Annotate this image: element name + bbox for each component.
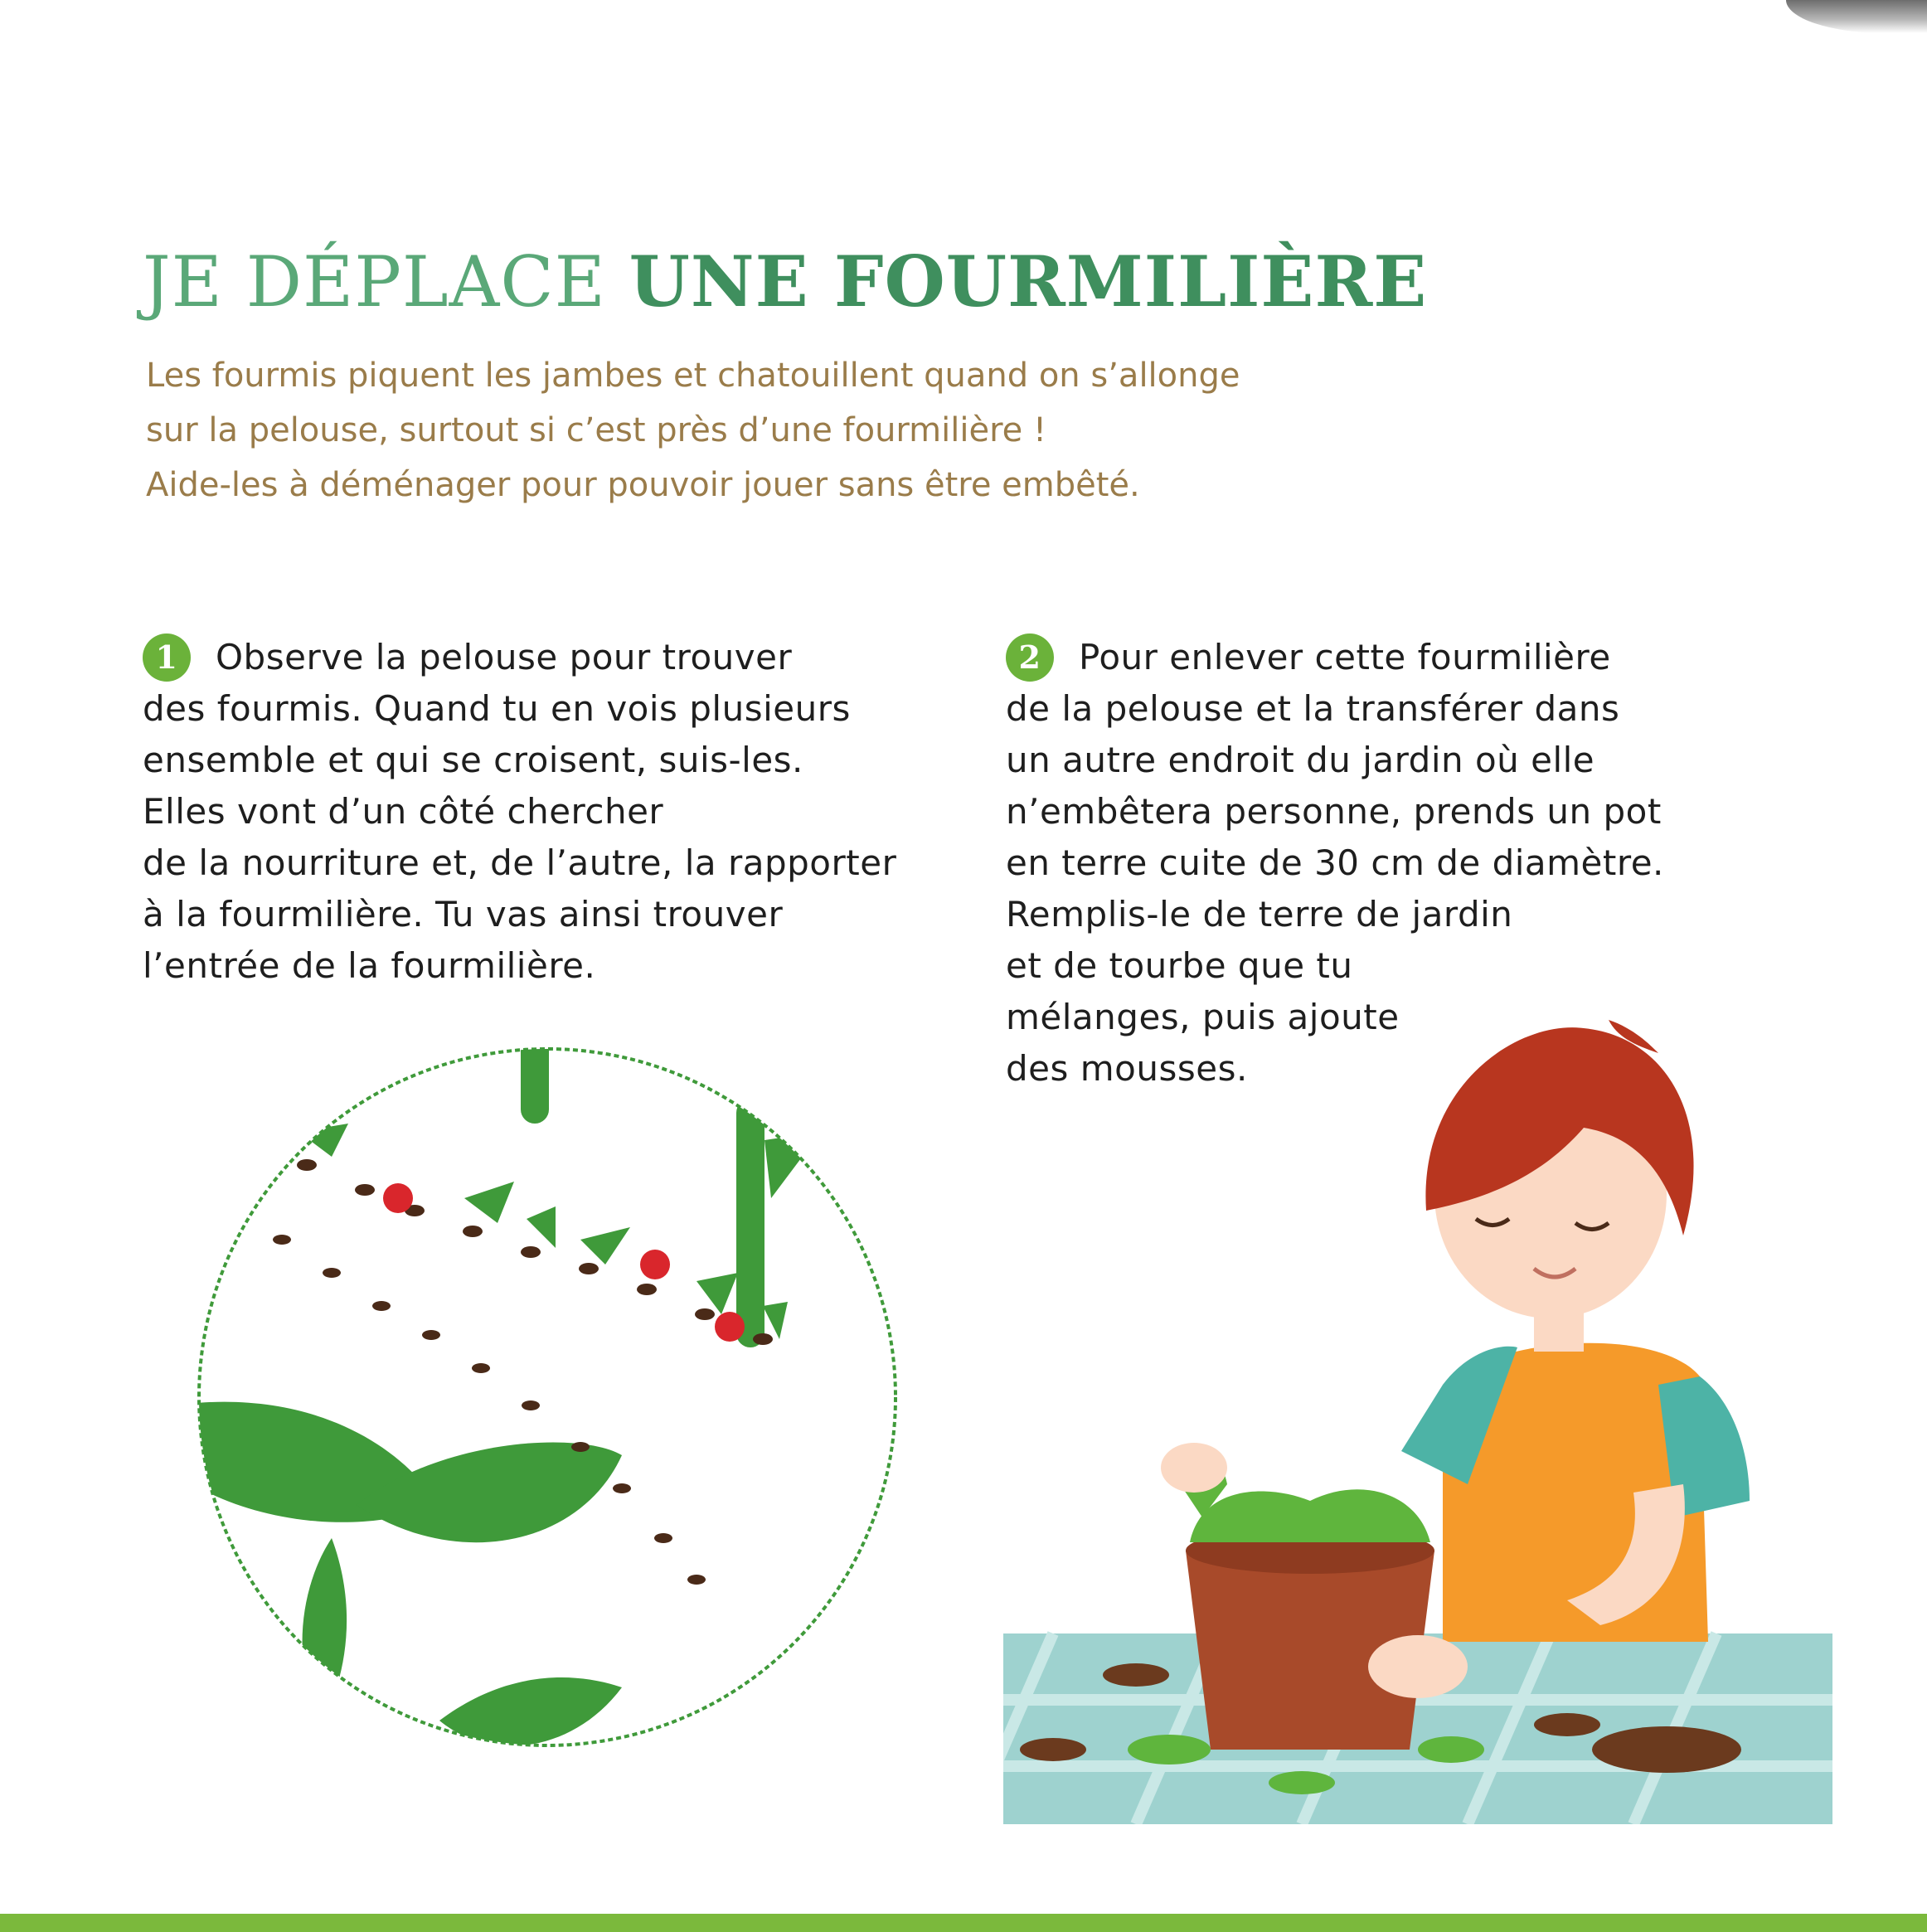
boy-potting-moss-icon: [1003, 1020, 1857, 1824]
title-part-bold: UNE FOURMILIÈRE: [629, 240, 1428, 323]
step-line: n’embêtera personne, prends un pot: [1006, 791, 1662, 832]
intro-paragraph: [146, 348, 1390, 512]
intro-line: Les fourmis piquent les jambes et chatouillent quand on s’allonge: [146, 357, 1240, 395]
step-line: des mousses.: [1006, 1048, 1248, 1089]
step-line: de la nourriture et, de l’autre, la rapporter: [143, 842, 897, 883]
step-line: mélanges, puis ajoute: [1006, 997, 1400, 1037]
step-line-text: Pour enlever cette fourmilière: [1079, 637, 1611, 677]
ant-trail-icon: [191, 1041, 904, 1754]
step-line: Remplis-le de terre de jardin: [1006, 894, 1513, 934]
step-line: de la pelouse et la transférer dans: [1006, 688, 1620, 729]
intro-line: sur la pelouse, surtout si c’est près d’une fourmilière !: [146, 411, 1047, 449]
step-line: Elles vont d’un côté chercher: [143, 791, 664, 832]
step-number-badge: 1: [143, 633, 191, 682]
step-1: [143, 632, 939, 992]
step-number-badge: 2: [1006, 633, 1054, 682]
page-title: [143, 240, 1427, 323]
step-line: en terre cuite de 30 cm de diamètre.: [1006, 842, 1664, 883]
step-line: ensemble et qui se croisent, suis-les.: [143, 740, 803, 780]
intro-line: Aide-les à déménager pour pouvoir jouer sans être embêté.: [146, 466, 1140, 504]
step-line: [143, 632, 939, 683]
grass-strip: [0, 1914, 1927, 1932]
page-corner-fold: [1786, 0, 1927, 33]
step-line-text: Observe la pelouse pour trouver: [216, 637, 793, 677]
step-line: et de tourbe que tu: [1006, 945, 1353, 986]
step-line: des fourmis. Quand tu en vois plusieurs: [143, 688, 851, 729]
step-line: [1006, 632, 1752, 683]
step-line: un autre endroit du jardin où elle: [1006, 740, 1595, 780]
step-line: à la fourmilière. Tu vas ainsi trouver: [143, 894, 784, 934]
title-part-light: JE DÉPLACE: [143, 241, 606, 323]
step-line: l’entrée de la fourmilière.: [143, 945, 596, 986]
